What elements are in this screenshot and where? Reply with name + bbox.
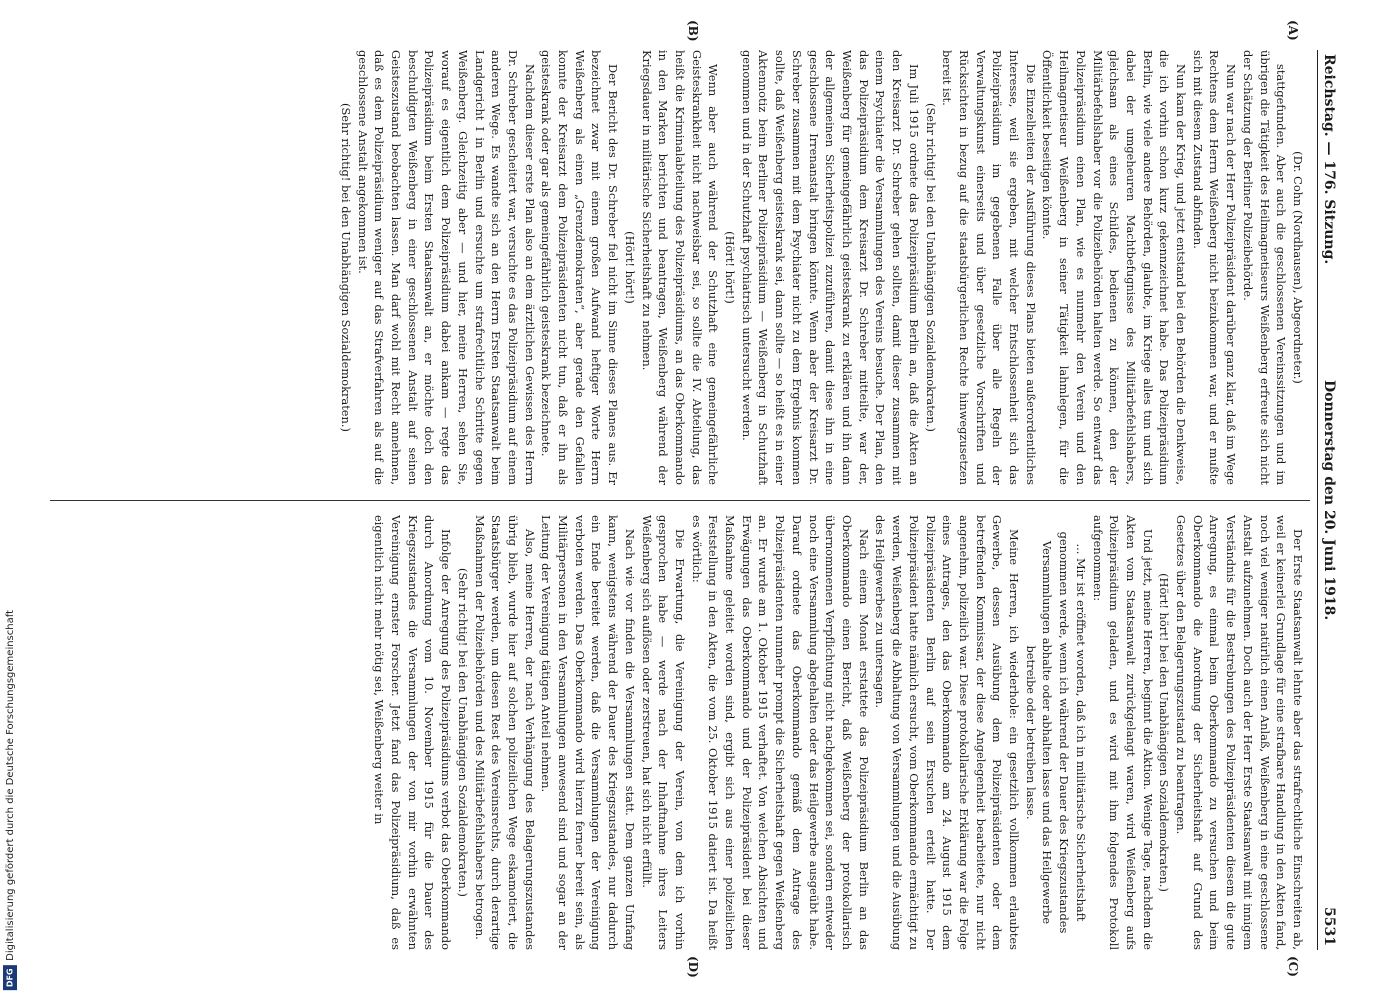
paragraph: Meine Herren, ich wiederhole: ein gesetzlich vollkommen erlaubtes Gewerbe, dessen Ausübung dem Polizeipräsidenten oder dem betreffenden Kommissar, der diese Angelegenheit bearbeitete, nur nicht angenehm, polizeilich war. Diese protokollarische Erklärung war die Folge eines Antrages, den das Oberkommando am 24. August 1915 dem Polizeipräsidenten Berlin auf sein Ersuchen erteilt hatte. Der Polizeipräsident hatte nämlich ersucht, vom Oberkommando ermächtigt zu werden, Weißenberg die Abhaltung von Versammlungen und die Ausübung des Heilgewerbes zu untersagen.	[873, 515, 1022, 950]
paragraph: Der Bericht des Dr. Schreber fiel nicht im Sinne dieses Planes aus. Er bezeichnet zwar mit einem großen Aufwand heftiger Worte Herrn Weißenberg als einen „Grenzdemokraten“, aber gerade den Gefallen konnte der Kreisarzt dem Polizeipräsidenten nicht tun, daß er ihn als geisteskrank oder gar als gemeingefährlich geisteskrank bezeichnete.	[539, 50, 621, 485]
paragraph: Und jetzt, meine Herren, beginnt die Aktion. Wenige Tage, nachdem die Akten vom Staatsanwalt zurückgelangt waren, wird Weißenberg aufs Polizeipräsidium geladen, und es wird mit ihm folgendes Protokoll aufgenommen:	[1090, 515, 1155, 950]
paragraph: Wenn aber auch während der Schutzhaft eine gemeingefährliche Geisteskrankheit nicht nachweisbar sei, so sollte die IV. Abteilung, das heißt die Kriminalabteilung des Polizeipräsidiums, an das Oberkommando in den Marken berichten und beantragen, Weißenberg während der Kriegsdauer in militärische Sicherheitshaft zu nehmen.	[639, 50, 721, 485]
column-divider	[50, 500, 1310, 501]
paragraph: Nun kam der Krieg, und jetzt entstand bei den Behörden die Denkweise, die ich vorhin schon kurz gekennzeichnet habe. Das Polizeipräsidium Berlin, wie viele andere Behörden, glaubte, im Kriege alles tun und sich dabei der umgeheuren Machtbefugnisse des Militärbefehlshabers, gleichsam als eines Schildes, bedienen zu können, den der Militärbefehlshaber vor die Polizeibehörden halten werde. So entwarf das Polizeipräsidium einen Plan, wie es nunmehr den Verein und den Heilmagnetiseur Weißenberg in seiner Tätigkeit lahmlegen, für die Öffentlichkeit beseitigen könnte.	[1040, 50, 1189, 485]
rotated-sheet	[40, 20, 1340, 978]
paragraph: stattgefunden. Aber auch die geschlossenen Vereinssitzungen und im übrigen die Tätigkeit des Heilmagnetiseurs Weißenberg erfreute sich nicht der Schätzung der Berliner Polizeibehörde.	[1240, 50, 1289, 485]
paragraph: Im Juli 1915 ordnete das Polizeipräsidium Berlin an, daß die Akten an den Kreisarzt Dr. Schreber gehen sollten, damit dieser zusammen mit einem Psychiater die Versammlungen des Vereins besuche. Der Plan, den das Polizeipräsidium dem Kreisarzt Dr. Schreber mitteilte, war der, Weißenberg für gemeingefährlich geisteskrank zu erklären und ihn dann der allgemeinen Sicherheitspolizei zuzuführen, damit diese ihn in eine geschlossene Irrenanstalt bringen könnte. Wenn aber der Kreisarzt Dr. Schreber zusammen mit dem Psychiater nicht zu dem Ergebnis kommen sollte, daß Weißenberg geisteskrank sei, dann sollte — so heißt es in einer Aktennotiz beim Berliner Polizeipräsidium — Weißenberg in Schutzhaft genommen und in der Schutzhaft psychiatrisch untersucht werden.	[739, 50, 921, 485]
paragraph: Infolge der Anregung des Polizeipräsidiums verbot das Oberkommando durch Anordnung vom 10. November 1915 für die Dauer des Kriegszustandes die Versammlungen der von mir vorhin erwähnten Vereinigung ernster Forscher. Jetzt fand das Polizeipräsidium, daß es eigentlich nicht mehr nötig sei, Weißenberg weiter in	[372, 515, 454, 950]
paragraph: (Hört! hört!)	[723, 231, 738, 304]
right-column	[56, 515, 1306, 950]
dfg-logo: DFG	[3, 965, 17, 990]
paragraph: (Sehr richtig! bei den Unabhängigen Sozialdemokraten.)	[338, 103, 353, 432]
margin-marker-a: (A)	[1286, 20, 1300, 41]
paragraph: Also, meine Herren, der nach Verhängung des Belagerungszustandes übrig blieb, wurde hier auf solchen polizeilichen Wege eskamotiert, die Staatsbürger werden, um diesen Rest des Vereinsrechts, durch derartige Maßnahmen der Polizeibehörden und des Militärbefehlshabers betrogen.	[472, 515, 537, 950]
page-number: 5531	[1321, 907, 1337, 946]
header-date: Donnerstag den 20. Juni 1918.	[1321, 380, 1337, 621]
paragraph: Die Einzelheiten der Ausführung dieses Plans bieten außerordentliches Interesse, weil sie ergeben, mit welcher Entschlossenheit sich das Polizeipräsidium im gegebenen Falle über alle Regeln der Verwaltungskunst einerseits und über gesetzliche Vorschriften und Rücksichten in bezug auf die staatsbürgerlichen Rechte hinwegzusetzen bereit ist.	[940, 50, 1038, 485]
paragraph: Nachdem dieser erste Plan also an dem ärztlichen Gewissen des Herrn Dr. Schreber gescheitert war, versuchte es das Polizeipräsidium auf einem anderen Wege. Es wandte sich an den Herrn Ersten Staatsanwalt beim Landgericht I in Berlin und ersuchte um strafrechtliche Schritte gegen Weißenberg. Gleichzeitig aber — und hier, meine Herren, sehen Sie, worauf es eigentlich dem Polizeipräsidium dabei ankam — regte das Polizeipräsidium beim Ersten Staatsanwalt an, er möchte doch den beschuldigten Weißenberg in einer geschlossenen Anstalt auf seinen Geisteszustand beobachten lassen. Man darf wohl mit Recht annehmen, daß es dem Polizeipräsidium weniger auf das Strafverfahren als auf die geschlossene Anstalt angekommen ist.	[355, 50, 537, 485]
page-header	[1317, 50, 1340, 950]
paragraph: Nach einem Monat erstattete das Polizeipräsidium Berlin an das Oberkommando einen Bericht, daß Weißenberg der protokollarisch übernommenen Verpflichtung nicht nachgekommen sei, sondern entweder noch eine Versammlung abgehalten oder das Heilgewerbe ausgeübt habe. Darauf ordnete das Oberkommando gemäß dem Antrage des Polizeipräsidenten nunmehr prompt die Sicherheitshaft gegen Weißenberg an. Er wurde am 1. Oktober 1915 verhaftet. Von welchen Absichten und Erwägungen das Oberkommando und der Polizeipräsident bei dieser Maßnahme geleitet worden sind, ergibt sich aus einer polizeilichen Feststellung in den Akten, die vom 25. Oktober 1915 datiert ist. Da heißt es wörtlich:	[689, 515, 871, 950]
left-column	[56, 50, 1306, 485]
paragraph: ... Mir ist eröffnet worden, daß ich in militärische Sicherheitshaft genommen werde, wenn ich während der Dauer des Kriegszustandes Versammlungen abhalte oder abhalten lasse und das Heilgewerbe betreibe oder betreiben lasse.	[1023, 531, 1088, 934]
margin-marker-d: (D)	[686, 956, 700, 978]
paragraph: (Hört! hört! bei den Unabhängigen Sozialdemokraten.)	[1157, 573, 1172, 892]
paragraph: (Hört! hört!)	[622, 231, 637, 304]
credit-text: Digitalisierung gefördert durch die Deutsche Forschungsgemeinschaft	[4, 610, 16, 961]
paragraph: Die Erwartung, die Vereinigung der Verein, von dem ich vorhin gesprochen habe — werde nach der Inhaftnahme ihres Leiters Weißenberg sich auflösen oder zerstreuen, hat sich nicht erfüllt.	[639, 515, 687, 950]
margin-marker-c: (C)	[1286, 956, 1300, 977]
margin-marker-b: (B)	[686, 20, 700, 42]
digitization-credit	[2, 610, 18, 990]
header-session: Reichstag. — 176. Sitzung.	[1321, 54, 1337, 265]
paragraph: (Sehr richtig! bei den Unabhängigen Sozialdemokraten.)	[455, 568, 470, 897]
paragraph: Der Erste Staatsanwalt lehnte aber das strafrechtliche Einschreiten ab, weil er keinerlei Grundlage für eine strafbare Handlung in den Akten fand, noch viel weniger natürlich einen Anlaß, Weißenberg in eine geschlossene Anstalt aufzunehmen. Doch auch der Herr Erste Staatsanwalt mit innigem Verständnis für die Bestrebungen des Polizeipräsidenten diesem die gute Anregung, es einmal beim Oberkommando zu versuchen und beim Oberkommando die Anordnung der Sicherheitshaft auf Grund des Gesetzes über den Belagerungszustand zu beantragen.	[1174, 515, 1305, 950]
paragraph: (Dr. Cohn (Nordhausen), Abgeordneter.)	[1291, 151, 1305, 384]
paragraph: Nun war nach der Herr Polizeipräsident darüber ganz klar, daß im Wege Rechtens dem Herrn Weißenberg nicht beizukommen war, und er mußte sich mit diesem Zustand abfinden.	[1190, 50, 1239, 485]
paragraph: Nach wie vor finden die Versammlungen statt. Dem ganzen Umfang kann, wenigstens während der Dauer des Kriegszustandes, nur dadurch ein Ende bereitet werden, daß die Versammlungen der Vereinigung verboten werden. Das Oberkommando wird hierzu ferner bereit sein, als Militärpersonen in den Versammlungen anwesend sind und sogar an der Leitung der Vereinigung tätigen Anteil nehmen.	[539, 515, 637, 950]
paragraph: (Sehr richtig! bei den Unabhängigen Sozialdemokraten.)	[923, 103, 938, 432]
